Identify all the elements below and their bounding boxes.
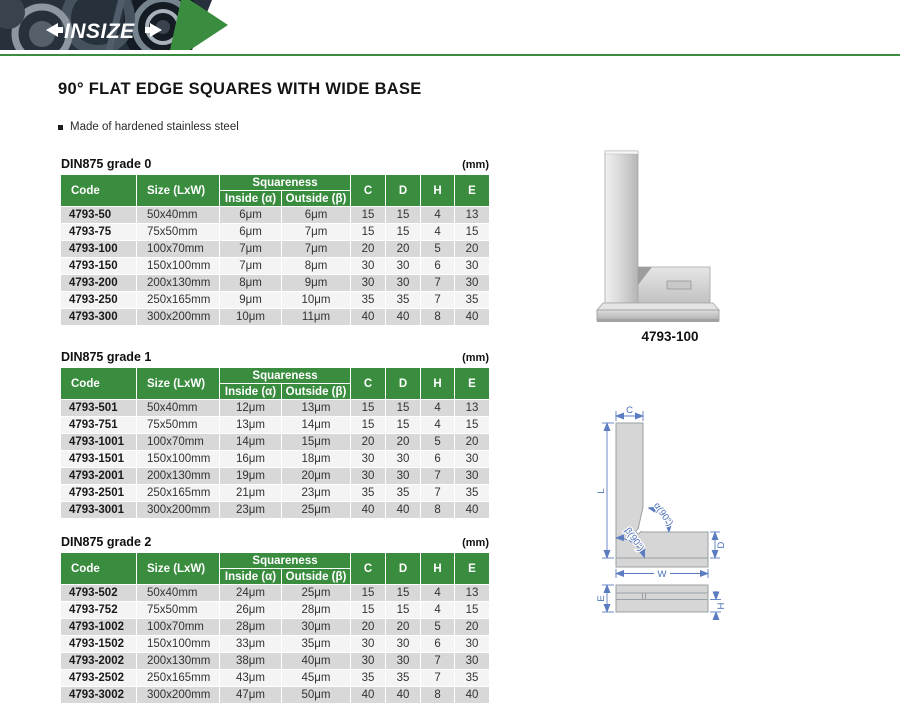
product-photo (585, 145, 755, 332)
h-cell: 6 (421, 258, 454, 274)
col-header-h: H (421, 175, 454, 206)
feature-bullet (58, 121, 239, 133)
size-cell: 150x100mm (137, 258, 219, 274)
size-cell: 75x50mm (137, 602, 219, 618)
h-cell: 7 (421, 468, 454, 484)
d-cell: 15 (386, 224, 420, 240)
c-cell: 15 (351, 602, 385, 618)
col-header-e: E (455, 553, 489, 584)
c-cell: 35 (351, 670, 385, 686)
col-header-h: H (421, 553, 454, 584)
h-cell: 4 (421, 602, 454, 618)
e-cell: 13 (455, 207, 489, 223)
unit-label: (mm) (462, 537, 489, 549)
col-header-code: Code (61, 175, 136, 206)
outside-cell: 40μm (282, 653, 350, 669)
outside-cell: 50μm (282, 687, 350, 703)
table-row (61, 275, 489, 291)
inside-cell: 7μm (220, 258, 281, 274)
outside-cell: 30μm (282, 619, 350, 635)
table-row (61, 485, 489, 501)
col-header-squareness: Squareness (220, 175, 350, 190)
col-header-code: Code (61, 553, 136, 584)
e-cell: 30 (455, 258, 489, 274)
inside-cell: 9μm (220, 292, 281, 308)
table-row (61, 451, 489, 467)
table-row (61, 636, 489, 652)
h-cell: 6 (421, 636, 454, 652)
spec-table-grade0 (60, 174, 490, 326)
unit-label: (mm) (462, 159, 489, 171)
table-row (61, 434, 489, 450)
code-cell: 4793-752 (61, 602, 136, 618)
spec-table-grade2 (60, 552, 490, 704)
h-cell: 7 (421, 670, 454, 686)
size-cell: 200x130mm (137, 653, 219, 669)
col-header-size: Size (LxW) (137, 368, 219, 399)
size-cell: 150x100mm (137, 636, 219, 652)
col-header-c: C (351, 368, 385, 399)
table-row (61, 207, 489, 223)
dim-label-l: L (596, 488, 607, 494)
code-cell: 4793-2501 (61, 485, 136, 501)
h-cell: 5 (421, 619, 454, 635)
col-header-outside: Outside (β) (282, 191, 350, 206)
d-cell: 20 (386, 241, 420, 257)
d-cell: 20 (386, 619, 420, 635)
d-cell: 40 (386, 502, 420, 518)
d-cell: 15 (386, 602, 420, 618)
size-cell: 150x100mm (137, 451, 219, 467)
angle-label-beta: β(90°) (622, 525, 647, 554)
size-cell: 50x40mm (137, 207, 219, 223)
inside-cell: 12μm (220, 400, 281, 416)
table-title: DIN875 grade 0 (61, 157, 152, 171)
outside-cell: 18μm (282, 451, 350, 467)
col-header-h: H (421, 368, 454, 399)
c-cell: 40 (351, 502, 385, 518)
size-cell: 200x130mm (137, 275, 219, 291)
inside-cell: 47μm (220, 687, 281, 703)
inside-cell: 16μm (220, 451, 281, 467)
d-cell: 30 (386, 451, 420, 467)
size-cell: 250x165mm (137, 670, 219, 686)
e-cell: 40 (455, 687, 489, 703)
e-cell: 15 (455, 417, 489, 433)
code-cell: 4793-200 (61, 275, 136, 291)
d-cell: 30 (386, 275, 420, 291)
size-cell: 250x165mm (137, 485, 219, 501)
col-header-size: Size (LxW) (137, 553, 219, 584)
inside-cell: 23μm (220, 502, 281, 518)
code-cell: 4793-1502 (61, 636, 136, 652)
e-cell: 15 (455, 224, 489, 240)
col-header-code: Code (61, 368, 136, 399)
table-row (61, 653, 489, 669)
d-cell: 30 (386, 653, 420, 669)
e-cell: 20 (455, 241, 489, 257)
col-header-outside: Outside (β) (282, 569, 350, 584)
header-strip (0, 0, 232, 55)
inside-cell: 43μm (220, 670, 281, 686)
outside-cell: 45μm (282, 670, 350, 686)
inside-cell: 6μm (220, 224, 281, 240)
e-cell: 20 (455, 434, 489, 450)
size-cell: 250x165mm (137, 292, 219, 308)
c-cell: 15 (351, 585, 385, 601)
dim-label-e: E (596, 595, 607, 602)
e-cell: 13 (455, 585, 489, 601)
e-cell: 40 (455, 309, 489, 325)
table-row (61, 502, 489, 518)
outside-cell: 23μm (282, 485, 350, 501)
inside-cell: 21μm (220, 485, 281, 501)
machinery-photo (0, 0, 232, 50)
inside-cell: 8μm (220, 275, 281, 291)
code-cell: 4793-1002 (61, 619, 136, 635)
c-cell: 15 (351, 207, 385, 223)
c-cell: 15 (351, 224, 385, 240)
d-cell: 40 (386, 309, 420, 325)
outside-cell: 7μm (282, 241, 350, 257)
dim-label-h: H (716, 602, 727, 610)
size-cell: 100x70mm (137, 619, 219, 635)
table-section-grade2 (60, 533, 490, 704)
c-cell: 30 (351, 653, 385, 669)
h-cell: 8 (421, 687, 454, 703)
e-cell: 30 (455, 451, 489, 467)
code-cell: 4793-100 (61, 241, 136, 257)
h-cell: 6 (421, 451, 454, 467)
outside-cell: 20μm (282, 468, 350, 484)
dim-label-d: D (716, 541, 727, 549)
d-cell: 30 (386, 636, 420, 652)
inside-cell: 33μm (220, 636, 281, 652)
d-cell: 30 (386, 468, 420, 484)
d-cell: 35 (386, 670, 420, 686)
code-cell: 4793-2002 (61, 653, 136, 669)
code-cell: 4793-150 (61, 258, 136, 274)
size-cell: 300x200mm (137, 687, 219, 703)
dim-label-c: C (626, 405, 633, 416)
col-header-c: C (351, 553, 385, 584)
outside-cell: 25μm (282, 502, 350, 518)
inside-cell: 10μm (220, 309, 281, 325)
col-header-squareness: Squareness (220, 368, 350, 383)
h-cell: 4 (421, 207, 454, 223)
e-cell: 13 (455, 400, 489, 416)
table-row (61, 417, 489, 433)
outside-cell: 15μm (282, 434, 350, 450)
h-cell: 7 (421, 292, 454, 308)
brand-logo-text: INSIZE (64, 20, 135, 43)
outside-cell: 14μm (282, 417, 350, 433)
h-cell: 7 (421, 485, 454, 501)
code-cell: 4793-250 (61, 292, 136, 308)
outside-cell: 25μm (282, 585, 350, 601)
table-section-grade1 (60, 348, 490, 519)
table-title: DIN875 grade 2 (61, 535, 152, 549)
d-cell: 35 (386, 485, 420, 501)
c-cell: 30 (351, 275, 385, 291)
table-row (61, 292, 489, 308)
table-row (61, 687, 489, 703)
code-cell: 4793-50 (61, 207, 136, 223)
col-header-d: D (386, 175, 420, 206)
col-header-c: C (351, 175, 385, 206)
h-cell: 8 (421, 502, 454, 518)
angle-label-alpha: α(90°) (651, 500, 676, 529)
table-section-grade0 (60, 155, 490, 326)
c-cell: 40 (351, 309, 385, 325)
code-cell: 4793-501 (61, 400, 136, 416)
d-cell: 40 (386, 687, 420, 703)
outside-cell: 6μm (282, 207, 350, 223)
inside-cell: 38μm (220, 653, 281, 669)
code-cell: 4793-300 (61, 309, 136, 325)
unit-label: (mm) (462, 352, 489, 364)
size-cell: 50x40mm (137, 400, 219, 416)
h-cell: 7 (421, 653, 454, 669)
table-row (61, 670, 489, 686)
e-cell: 20 (455, 619, 489, 635)
size-cell: 300x200mm (137, 309, 219, 325)
page-title: 90° FLAT EDGE SQUARES WITH WIDE BASE (58, 80, 422, 98)
e-cell: 35 (455, 485, 489, 501)
e-cell: 30 (455, 468, 489, 484)
product-caption: 4793-100 (641, 329, 699, 344)
inside-cell: 26μm (220, 602, 281, 618)
spec-table-grade1 (60, 367, 490, 519)
d-cell: 15 (386, 207, 420, 223)
outside-cell: 13μm (282, 400, 350, 416)
size-cell: 100x70mm (137, 241, 219, 257)
h-cell: 7 (421, 275, 454, 291)
size-cell: 75x50mm (137, 417, 219, 433)
d-cell: 15 (386, 417, 420, 433)
green-rule (0, 54, 900, 56)
col-header-inside: Inside (α) (220, 569, 281, 584)
h-cell: 4 (421, 585, 454, 601)
e-cell: 15 (455, 602, 489, 618)
col-header-outside: Outside (β) (282, 384, 350, 399)
code-cell: 4793-751 (61, 417, 136, 433)
d-cell: 30 (386, 258, 420, 274)
c-cell: 20 (351, 434, 385, 450)
col-header-size: Size (LxW) (137, 175, 219, 206)
table-row (61, 309, 489, 325)
outside-cell: 35μm (282, 636, 350, 652)
e-cell: 40 (455, 502, 489, 518)
table-row (61, 400, 489, 416)
col-header-e: E (455, 175, 489, 206)
size-cell: 100x70mm (137, 434, 219, 450)
col-header-d: D (386, 368, 420, 399)
table-row (61, 241, 489, 257)
e-cell: 35 (455, 670, 489, 686)
table-row (61, 258, 489, 274)
table-row (61, 224, 489, 240)
h-cell: 5 (421, 434, 454, 450)
c-cell: 15 (351, 417, 385, 433)
d-cell: 15 (386, 400, 420, 416)
col-header-e: E (455, 368, 489, 399)
dim-label-w: W (657, 569, 667, 580)
h-cell: 8 (421, 309, 454, 325)
inside-cell: 24μm (220, 585, 281, 601)
c-cell: 15 (351, 400, 385, 416)
inside-cell: 7μm (220, 241, 281, 257)
table-row (61, 619, 489, 635)
table-row (61, 468, 489, 484)
c-cell: 30 (351, 636, 385, 652)
size-cell: 50x40mm (137, 585, 219, 601)
table-row (61, 602, 489, 618)
d-cell: 35 (386, 292, 420, 308)
code-cell: 4793-2001 (61, 468, 136, 484)
outside-cell: 11μm (282, 309, 350, 325)
c-cell: 35 (351, 292, 385, 308)
product-engraving (667, 281, 691, 289)
inside-cell: 19μm (220, 468, 281, 484)
size-cell: 200x130mm (137, 468, 219, 484)
code-cell: 4793-502 (61, 585, 136, 601)
col-header-inside: Inside (α) (220, 384, 281, 399)
size-cell: 75x50mm (137, 224, 219, 240)
code-cell: 4793-1001 (61, 434, 136, 450)
table-title: DIN875 grade 1 (61, 350, 152, 364)
code-cell: 4793-3001 (61, 502, 136, 518)
e-cell: 30 (455, 636, 489, 652)
table-row (61, 585, 489, 601)
col-header-inside: Inside (α) (220, 191, 281, 206)
outside-cell: 28μm (282, 602, 350, 618)
technical-drawing (595, 385, 780, 635)
inside-cell: 13μm (220, 417, 281, 433)
e-cell: 30 (455, 275, 489, 291)
outside-cell: 7μm (282, 224, 350, 240)
e-cell: 35 (455, 292, 489, 308)
inside-cell: 6μm (220, 207, 281, 223)
d-cell: 20 (386, 434, 420, 450)
col-header-squareness: Squareness (220, 553, 350, 568)
c-cell: 20 (351, 619, 385, 635)
inside-cell: 28μm (220, 619, 281, 635)
code-cell: 4793-1501 (61, 451, 136, 467)
square-bullet-icon (58, 125, 63, 130)
h-cell: 4 (421, 417, 454, 433)
c-cell: 30 (351, 258, 385, 274)
h-cell: 4 (421, 224, 454, 240)
c-cell: 20 (351, 241, 385, 257)
outside-cell: 10μm (282, 292, 350, 308)
feature-bullet-text: Made of hardened stainless steel (70, 121, 239, 133)
h-cell: 4 (421, 400, 454, 416)
h-cell: 5 (421, 241, 454, 257)
code-cell: 4793-2502 (61, 670, 136, 686)
size-cell: 300x200mm (137, 502, 219, 518)
c-cell: 40 (351, 687, 385, 703)
col-header-d: D (386, 553, 420, 584)
code-cell: 4793-75 (61, 224, 136, 240)
d-cell: 15 (386, 585, 420, 601)
code-cell: 4793-3002 (61, 687, 136, 703)
outside-cell: 8μm (282, 258, 350, 274)
e-cell: 30 (455, 653, 489, 669)
c-cell: 30 (351, 451, 385, 467)
c-cell: 30 (351, 468, 385, 484)
outside-cell: 9μm (282, 275, 350, 291)
inside-cell: 14μm (220, 434, 281, 450)
c-cell: 35 (351, 485, 385, 501)
